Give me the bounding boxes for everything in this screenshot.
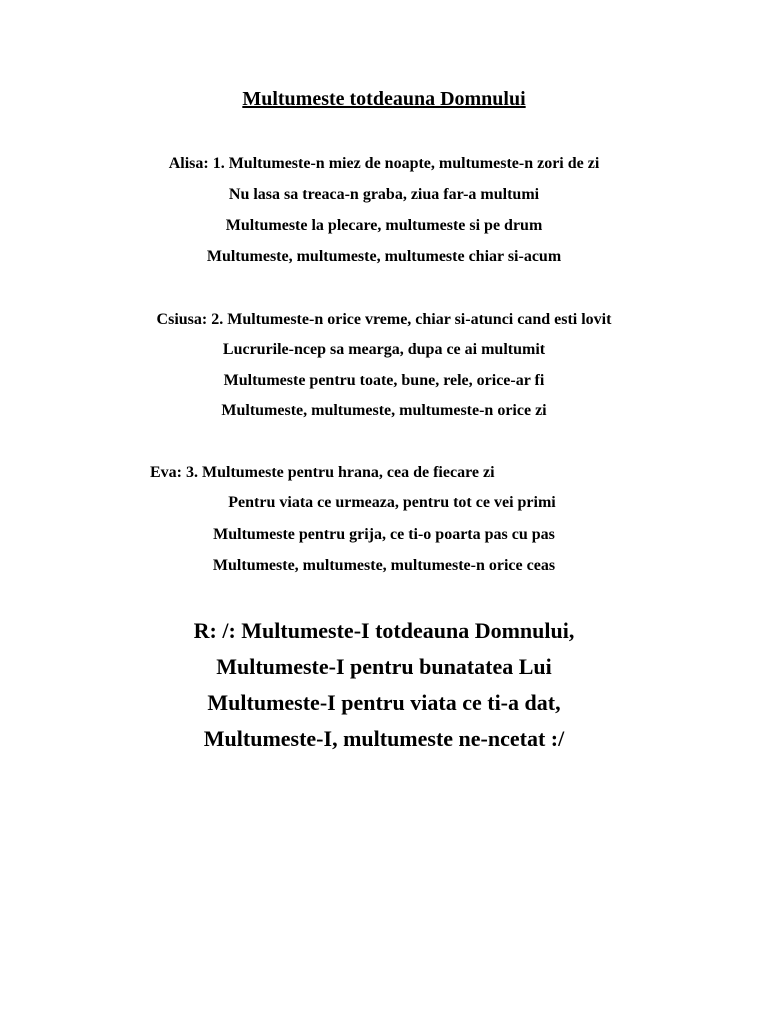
- verse1-line-2: Nu lasa sa treaca-n graba, ziua far-a multumi: [228, 186, 540, 203]
- verse3-line-3: Multumeste pentru grija, ce ti-o poarta pas cu pas: [213, 526, 555, 543]
- verse1-line-1: Alisa: 1. Multumeste-n miez de noapte, multumeste-n zori de zi: [168, 155, 600, 172]
- verse3-line-2: Pentru viata ce urmeaza, pentru tot ce vei primi: [228, 494, 556, 511]
- refrain-line-1: R: /: Multumeste-I totdeauna Domnului,: [193, 618, 575, 643]
- verse2-line-2: Lucrurile-ncep sa mearga, dupa ce ai multumit: [222, 341, 546, 358]
- refrain-line-4: Multumeste-I, multumeste ne-ncetat :/: [203, 726, 565, 751]
- verse2-line-4: Multumeste, multumeste, multumeste-n orice zi: [221, 402, 547, 419]
- refrain-line-3: Multumeste-I pentru viata ce ti-a dat,: [207, 690, 561, 715]
- verse2-line-1: Csiusa: 2. Multumeste-n orice vreme, chiar si-atunci cand esti lovit: [156, 311, 612, 328]
- refrain-line-2: Multumeste-I pentru bunatatea Lui: [216, 654, 552, 679]
- song-title: Multumeste totdeauna Domnului: [242, 88, 526, 110]
- verse3-line-1: Eva: 3. Multumeste pentru hrana, cea de fiecare zi: [150, 464, 495, 481]
- verse2-line-3: Multumeste pentru toate, bune, rele, orice-ar fi: [223, 372, 545, 389]
- verse3-line-4: Multumeste, multumeste, multumeste-n orice ceas: [212, 557, 556, 574]
- verse1-line-4: Multumeste, multumeste, multumeste chiar si-acum: [206, 248, 562, 265]
- verse1-line-3: Multumeste la plecare, multumeste si pe drum: [225, 217, 543, 234]
